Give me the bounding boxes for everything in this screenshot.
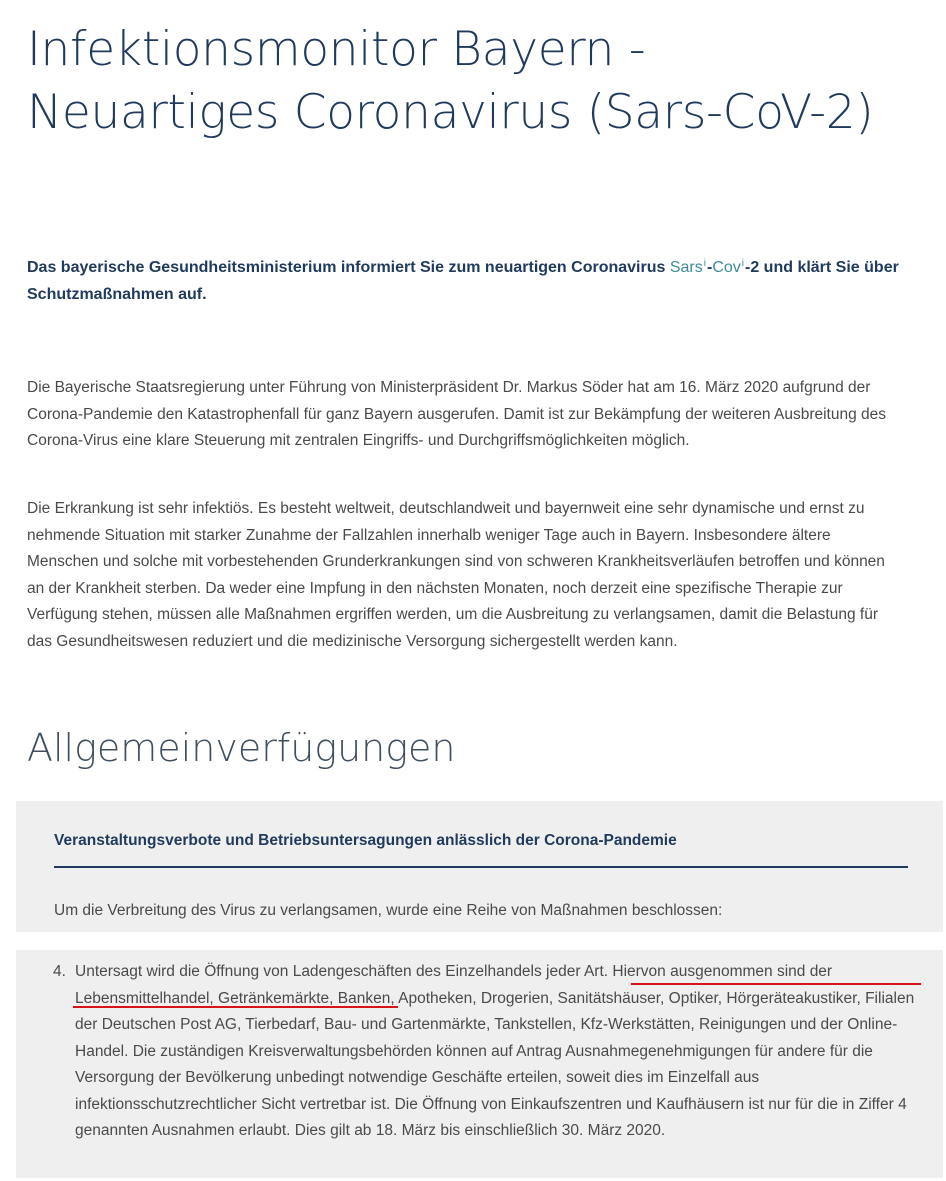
screenshot-separator (16, 932, 943, 950)
info-icon[interactable]: i (741, 258, 744, 269)
list-item-text: Untersagt wird die Öffnung von Ladengeschäften des Einzelhandels jeder Art. Hiervon ausgenommen sind der Lebensmittelhandel, Getränkemärkte, Banken, Apotheken, Drogerien, Sanitätshäuser, Optiker, Hörgeräteakustiker, Filialen der Deutschen Post AG, Tierbedarf, Bau- und Gartenmärkte, Tankstellen, Kfz-Werkstätten, Reinigungen und der Online-Handel. Die zuständigen Kreisverwaltungsbehörden können auf Antrag Ausnahmegenehmigungen für andere für die Versorgung der Bevölkerung unbedingt notwendige Geschäfte erteilen, soweit dies im Einzelfall aus infektionsschutzrechtlicher Sicht vertretbar ist. Die Öffnung von Einkaufszentren und Kaufhäusern ist nur für die in Ziffer 4 genannten Ausnahmen erlaubt. Dies gilt ab 18. März bis einschließlich 30. März 2020. (75, 963, 915, 1139)
info-box-text: Um die Verbreitung des Virus zu verlangsamen, wurde eine Reihe von Maßnahmen beschlossen: (54, 902, 723, 919)
lead-dash: - (706, 259, 713, 276)
highlight-underline (73, 1006, 398, 1008)
info-box-title[interactable]: Veranstaltungsverbote und Betriebsuntersagungen anlässlich der Corona-Pandemie (54, 832, 677, 849)
lead-text-after: -2 und klärt Sie über Schutzmaßnahmen auf. (27, 259, 899, 303)
info-box-divider (54, 866, 908, 868)
section-title: Allgemeinverfügungen (27, 726, 456, 770)
lead-text-before: Das bayerische Gesundheitsministerium informiert Sie zum neuartigen Coronavirus (27, 259, 670, 276)
cov-glossary-link[interactable]: Cov (712, 259, 741, 276)
list-item-number: 4. (53, 963, 66, 980)
intro-paragraph-1: Die Bayerische Staatsregierung unter Führung von Ministerpräsident Dr. Markus Söder hat am 16. März 2020 aufgrund der Corona-Pandemie den Katastrophenfall für ganz Bayern ausgerufen. Damit ist zur Bekämpfung der weiteren Ausbreitung des Corona-Virus eine klare Steuerung mit zentralen Eingriffs- und Durchgriffsmöglichkeiten möglich. (27, 379, 887, 449)
info-box (16, 801, 943, 932)
page-title: Infektionsmonitor Bayern - Neuartiges Coronavirus (Sars-CoV-2) (27, 22, 874, 140)
info-icon[interactable]: i (703, 258, 706, 269)
intro-paragraph-2: Die Erkrankung ist sehr infektiös. Es besteht weltweit, deutschlandweit und bayernweit eine sehr dynamische und ernst zu nehmende Situation mit starker Zunahme der Fallzahlen innerhalb weniger Tage auch in Bayern. Insbesondere ältere Menschen und solche mit vorbestehenden Grunderkrankungen sind von schweren Krankheitsverläufen betroffen und können an der Krankheit sterben. Da weder eine Impfung in den nächsten Monaten, noch derzeit eine spezifische Therapie zur Verfügung stehen, müssen alle Maßnahmen ergriffen werden, um die Ausbreitung zu verlangsamen, damit die Belastung für das Gesundheitswesen reduziert und die medizinische Versorgung sichergestellt werden kann. (27, 500, 885, 650)
sars-glossary-link[interactable]: Sars (669, 259, 703, 276)
regulation-excerpt (16, 950, 943, 1178)
lead-text (27, 254, 907, 308)
highlight-underline (631, 983, 921, 985)
